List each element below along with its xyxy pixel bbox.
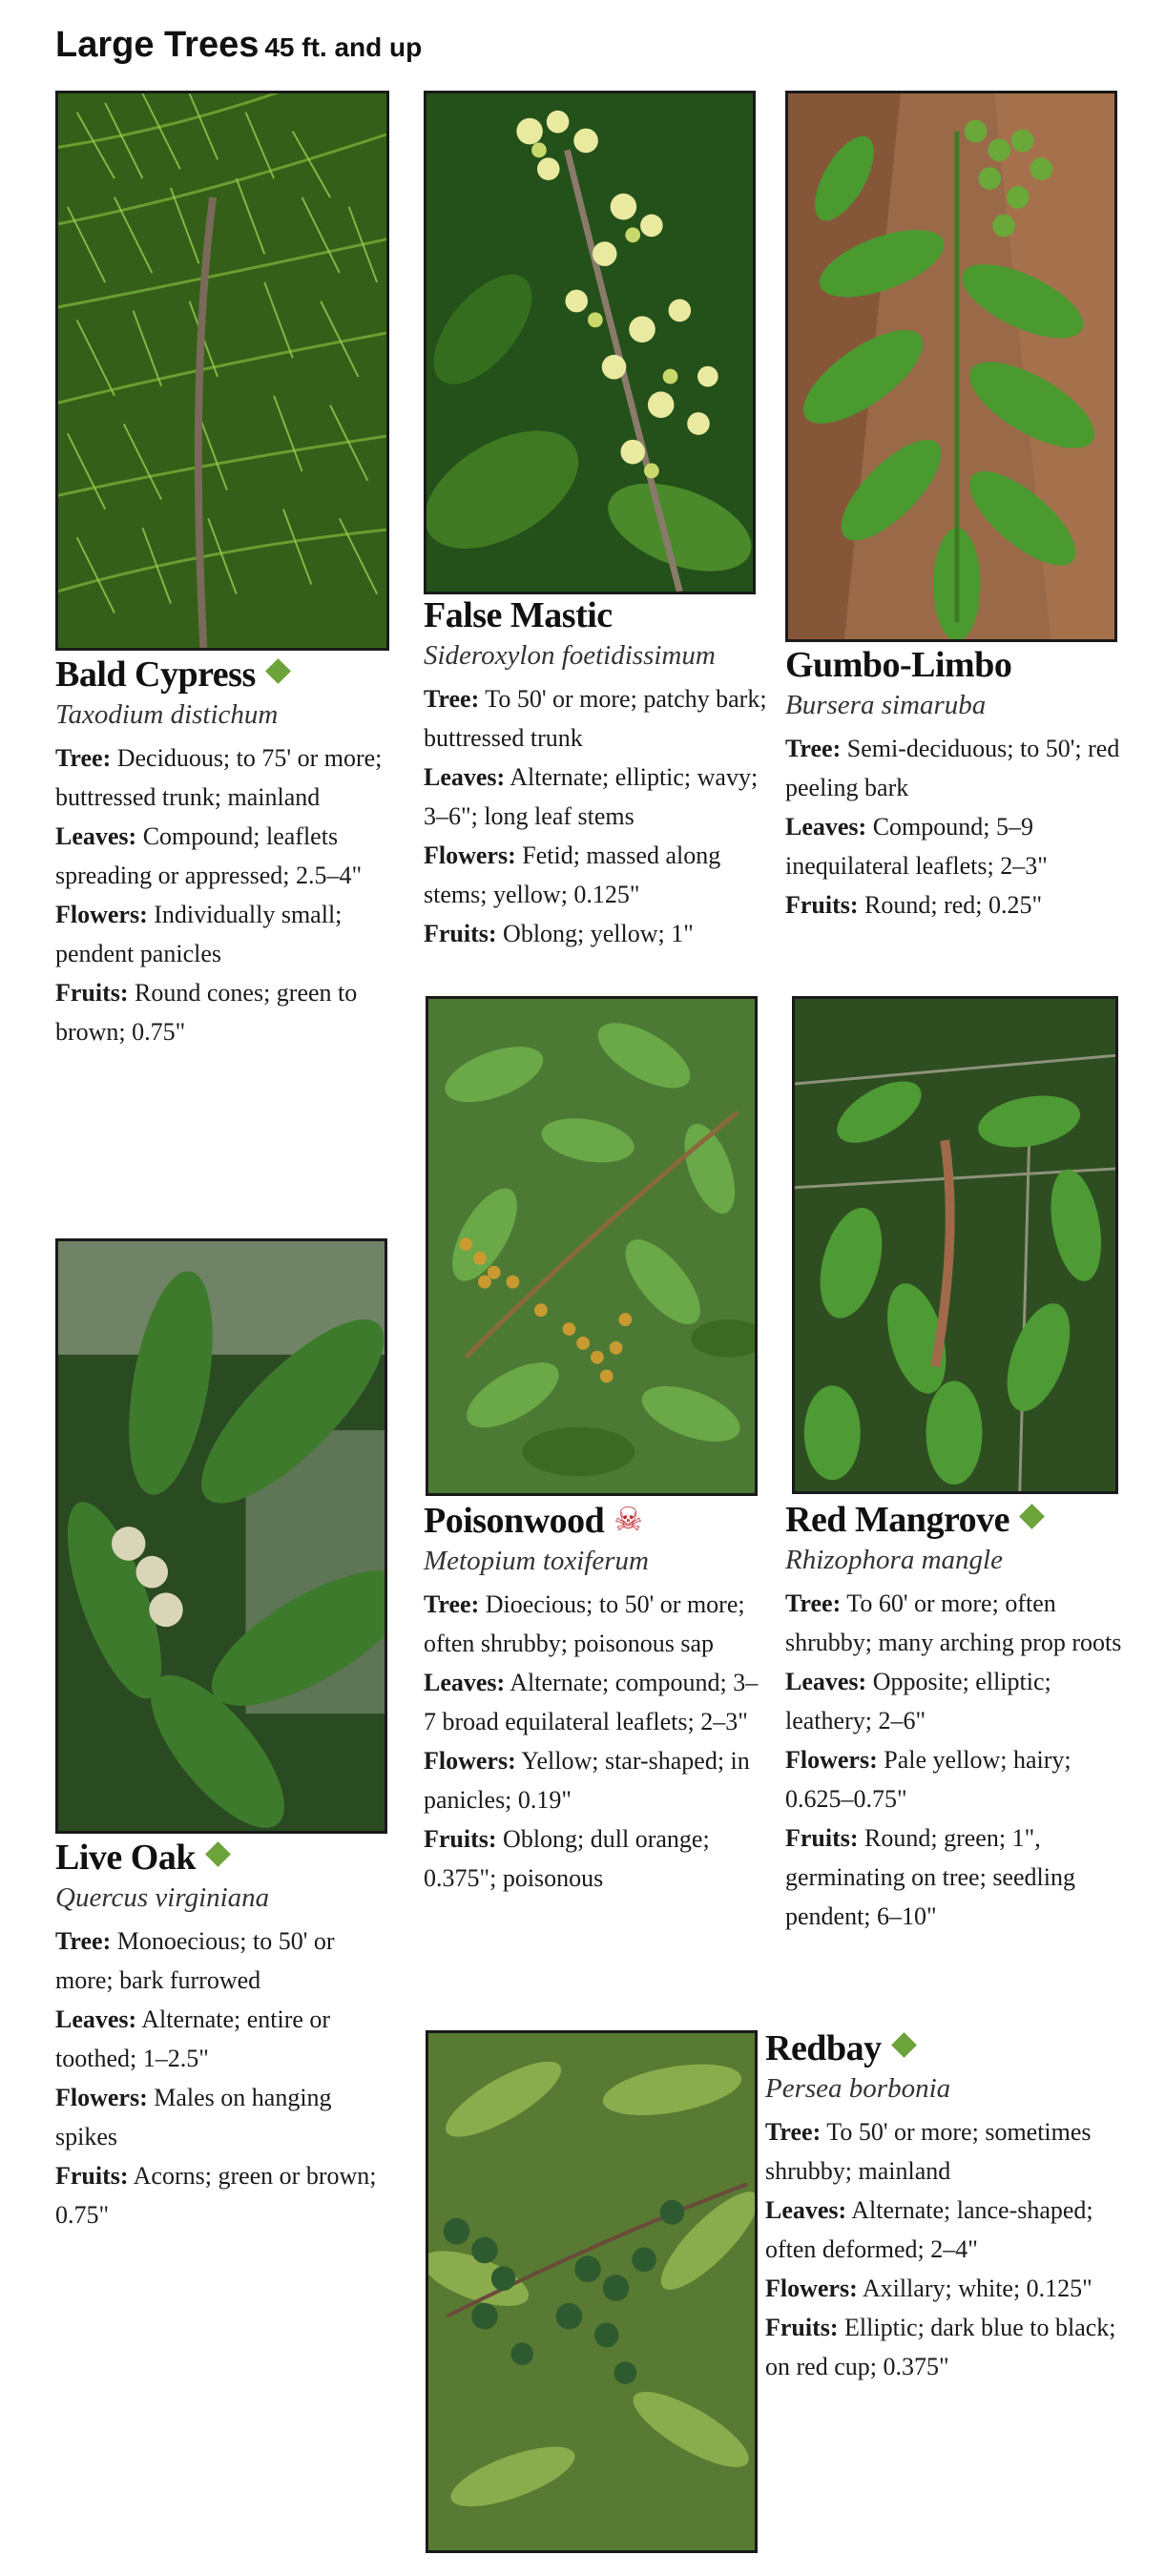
false-mastic-photo <box>424 91 756 594</box>
poisonwood-fruits: Fruits: Oblong; dull orange; 0.375"; poisonous <box>424 1825 710 1892</box>
red-mangrove-leaves: Leaves: Opposite; elliptic; leathery; 2–6" <box>785 1668 1051 1735</box>
redbay-image <box>428 2033 755 2550</box>
bald-cypress-scientific-name: Taxodium distichum <box>55 699 279 730</box>
bald-cypress-fruits: Fruits: Round cones; green to brown; 0.75" <box>55 979 358 1046</box>
redbay-name: Redbay <box>765 2026 1128 2070</box>
bald-cypress-flowers: Flowers: Individually small; pendent panicles <box>55 901 343 967</box>
gumbo-limbo-scientific-name: Bursera simaruba <box>785 690 987 720</box>
live-oak-scientific-name: Quercus virginiana <box>55 1882 270 1913</box>
gumbo-limbo-entry <box>785 643 1129 924</box>
red-mangrove-fruits: Fruits: Round; green; 1", germinating on tree; seedling pendent; 6–10" <box>785 1824 1075 1930</box>
poison-skull-icon: ☠ <box>614 1501 643 1539</box>
live-oak-flowers: Flowers: Males on hanging spikes <box>55 2084 332 2150</box>
red-mangrove-entry <box>785 1498 1129 1936</box>
poisonwood-entry <box>424 1498 763 1898</box>
poisonwood-image <box>428 999 755 1493</box>
native-diamond-icon <box>265 658 291 684</box>
page-subtitle: 45 ft. and up <box>264 32 423 62</box>
page-title-text: Large Trees <box>55 25 260 65</box>
poisonwood-scientific-name: Metopium toxiferum <box>424 1546 649 1576</box>
poisonwood-tree: Tree: Dioecious; to 50' or more; often shrubby; poisonous sap <box>424 1590 745 1657</box>
red-mangrove-tree: Tree: To 60' or more; often shrubby; many arching prop roots <box>785 1589 1122 1656</box>
native-diamond-icon <box>891 2032 917 2058</box>
gumbo-limbo-image <box>788 93 1114 639</box>
false-mastic-image <box>426 93 753 592</box>
gumbo-limbo-leaves: Leaves: Compound; 5–9 inequilateral leaflets; 2–3" <box>785 813 1048 880</box>
poisonwood-flowers: Flowers: Yellow; star-shaped; in panicles; 0.19" <box>424 1747 750 1814</box>
bald-cypress-tree: Tree: Deciduous; to 75' or more; buttressed trunk; mainland <box>55 744 383 811</box>
poisonwood-photo <box>426 996 758 1496</box>
native-diamond-icon <box>205 1841 231 1867</box>
live-oak-photo <box>55 1238 387 1834</box>
page-title <box>55 25 422 66</box>
redbay-photo <box>426 2030 758 2553</box>
poisonwood-name: Poisonwood ☠ <box>424 1498 763 1543</box>
gumbo-limbo-fruits: Fruits: Round; red; 0.25" <box>785 891 1043 919</box>
gumbo-limbo-tree: Tree: Semi-deciduous; to 50'; red peeling bark <box>785 735 1120 801</box>
red-mangrove-name: Red Mangrove <box>785 1498 1129 1542</box>
redbay-fruits: Fruits: Elliptic; dark blue to black; on red cup; 0.375" <box>765 2314 1116 2380</box>
red-mangrove-photo <box>792 996 1118 1494</box>
bald-cypress-entry <box>55 653 389 1051</box>
bald-cypress-leaves: Leaves: Compound; leaflets spreading or appressed; 2.5–4" <box>55 822 363 889</box>
redbay-leaves: Leaves: Alternate; lance-shaped; often deformed; 2–4" <box>765 2196 1093 2263</box>
redbay-scientific-name: Persea borbonia <box>765 2073 951 2104</box>
false-mastic-name: False Mastic <box>424 595 613 635</box>
live-oak-leaves: Leaves: Alternate; entire or toothed; 1–2.5" <box>55 2005 331 2072</box>
red-mangrove-scientific-name: Rhizophora mangle <box>785 1545 1003 1575</box>
gumbo-limbo-name: Gumbo-Limbo <box>785 645 1012 685</box>
poisonwood-leaves: Leaves: Alternate; compound; 3–7 broad equilateral leaflets; 2–3" <box>424 1669 759 1735</box>
red-mangrove-image <box>795 999 1115 1491</box>
false-mastic-scientific-name: Sideroxylon foetidissimum <box>424 640 716 671</box>
live-oak-entry <box>55 1836 389 2234</box>
native-diamond-icon <box>1019 1504 1045 1529</box>
false-mastic-flowers: Flowers: Fetid; massed along stems; yellow; 0.125" <box>424 841 721 908</box>
live-oak-name: Live Oak <box>55 1836 389 1880</box>
false-mastic-fruits: Fruits: Oblong; yellow; 1" <box>424 920 694 947</box>
redbay-tree: Tree: To 50' or more; sometimes shrubby; mainland <box>765 2118 1092 2185</box>
false-mastic-entry <box>424 593 767 953</box>
live-oak-fruits: Fruits: Acorns; green or brown; 0.75" <box>55 2162 377 2229</box>
false-mastic-tree: Tree: To 50' or more; patchy bark; buttressed trunk <box>424 685 767 752</box>
bald-cypress-name: Bald Cypress <box>55 653 389 696</box>
redbay-flowers: Flowers: Axillary; white; 0.125" <box>765 2275 1092 2302</box>
redbay-entry <box>765 2026 1128 2386</box>
bald-cypress-photo <box>55 91 389 651</box>
live-oak-image <box>58 1241 385 1831</box>
bald-cypress-image <box>58 93 386 648</box>
red-mangrove-flowers: Flowers: Pale yellow; hairy; 0.625–0.75" <box>785 1746 1071 1813</box>
false-mastic-leaves: Leaves: Alternate; elliptic; wavy; 3–6"; long leaf stems <box>424 763 759 830</box>
gumbo-limbo-photo <box>785 91 1117 642</box>
live-oak-tree: Tree: Monoecious; to 50' or more; bark furrowed <box>55 1927 335 1994</box>
